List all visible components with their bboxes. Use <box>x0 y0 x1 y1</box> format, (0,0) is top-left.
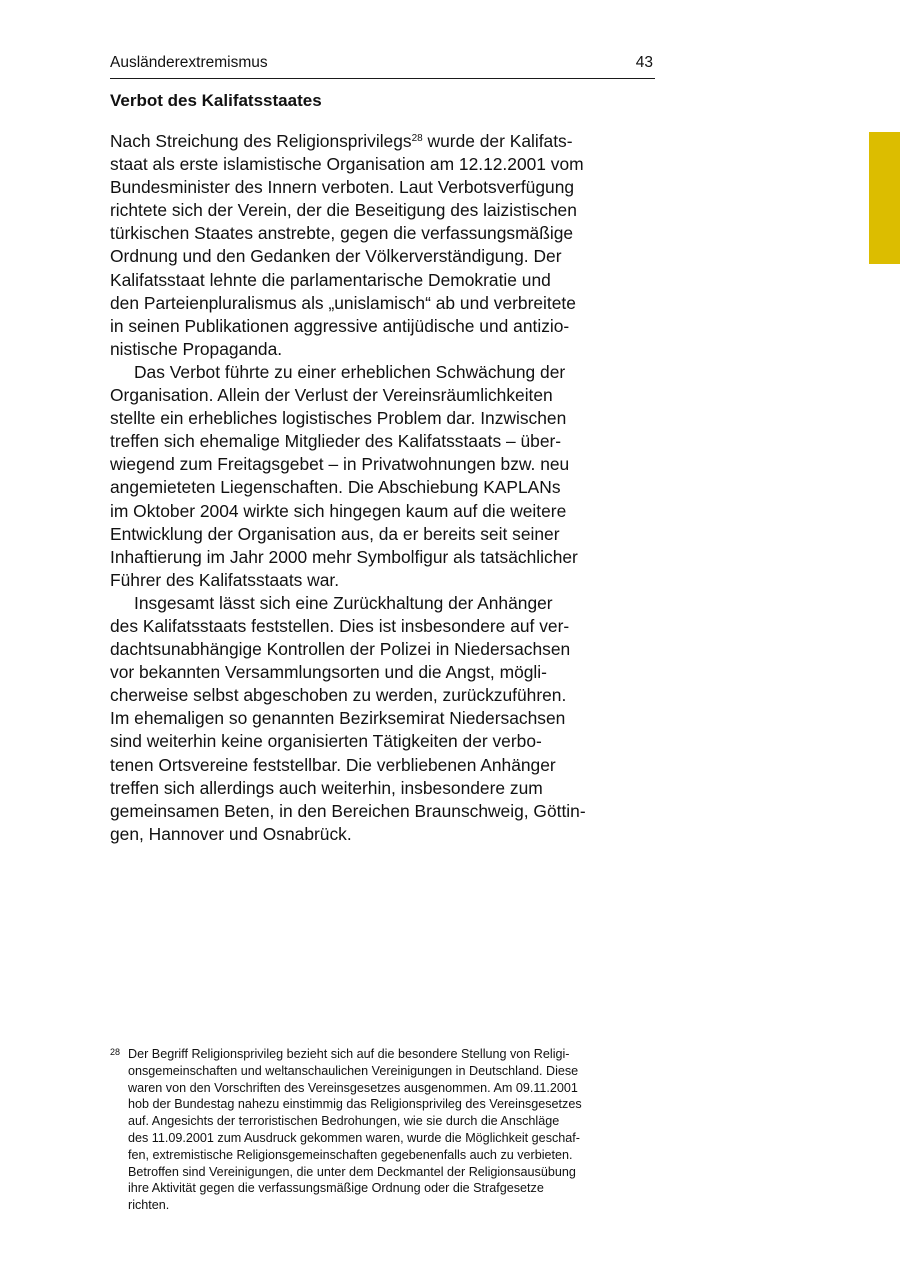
text-line: Bundesminister des Innern verboten. Laut Verbotsverfügung <box>110 177 575 198</box>
text-line: sind weiterhin keine organisierten Tätigkeiten der verbo- <box>110 731 542 752</box>
running-title: Ausländerextremismus <box>110 54 268 71</box>
text-line: staat als erste islamistische Organisation am 12.12.2001 vom <box>110 154 584 175</box>
text-line <box>110 130 655 153</box>
text-line: tenen Ortsvereine feststellbar. Die verbliebenen Anhänger <box>110 754 556 775</box>
text-segment: Nach Streichung des Religionsprivilegs <box>110 131 412 151</box>
footnote-line: onsgemeinschaften und weltanschaulichen Vereinigungen in Deutschland. Diese <box>128 1063 579 1078</box>
text-line: türkischen Staates anstrebte, gegen die verfassungsmäßige <box>110 223 574 244</box>
text-line: Ordnung und den Gedanken der Völkerverständigung. Der <box>110 246 562 267</box>
text-line: nistische Propaganda. <box>110 338 283 359</box>
footnote-line: des 11.09.2001 zum Ausdruck gekommen waren, wurde die Möglichkeit geschaf- <box>128 1130 580 1145</box>
text-line: im Oktober 2004 wirkte sich hingegen kaum auf die weitere <box>110 500 567 521</box>
text-line: richtete sich der Verein, der die Beseitigung des laizistischen <box>110 200 577 221</box>
footnote-line: ihre Aktivität gegen die verfassungsmäßige Ordnung oder die Strafgesetze <box>128 1181 544 1196</box>
text-line: gen, Hannover und Osnabrück. <box>110 823 352 844</box>
section-title: Verbot des Kalifatsstaates <box>110 91 322 110</box>
footnote-line: Der Begriff Religionsprivileg bezieht sich auf die besondere Stellung von Religi- <box>128 1047 570 1061</box>
page-header <box>110 54 655 79</box>
text-line: den Parteienpluralismus als „unislamisch“ ab und verbreitete <box>110 292 576 313</box>
text-line: Insgesamt lässt sich eine Zurückhaltung der Anhänger <box>134 592 553 613</box>
footnote-line: fen, extremistische Religionsgemeinschaften gegebenenfalls auch zu verbieten. <box>128 1147 573 1162</box>
text-line: cherweise selbst abgeschoben zu werden, zurückzuführen. <box>110 685 567 706</box>
footnote-line: waren von den Vorschriften des Vereinsgesetzes ausgenommen. Am 09.11.2001 <box>128 1080 578 1095</box>
text-line: stellte ein erhebliches logistisches Problem dar. Inzwischen <box>110 408 567 429</box>
footnote-line: richten. <box>128 1198 170 1213</box>
text-line: des Kalifatsstaats feststellen. Dies ist insbesondere auf ver- <box>110 615 570 636</box>
text-line: treffen sich allerdings auch weiterhin, insbesondere zum <box>110 777 543 798</box>
text-line: wiegend zum Freitagsgebet – in Privatwohnungen bzw. neu <box>110 454 570 475</box>
page-number: 43 <box>635 54 653 71</box>
footnote-text <box>110 1046 660 1214</box>
text-line: Inhaftierung im Jahr 2000 mehr Symbolfigur als tatsächlicher <box>110 546 578 567</box>
footnote-line: Betroffen sind Vereinigungen, die unter dem Deckmantel der Religionsausübung <box>128 1164 576 1179</box>
text-line: Führer des Kalifatsstaats war. <box>110 569 340 590</box>
footnote-line: hob der Bundestag nahezu einstimmig das Religionsprivileg des Vereinsgesetzes <box>128 1097 582 1112</box>
footnote-reference[interactable]: 28 <box>411 133 423 144</box>
text-line: dachtsunabhängige Kontrollen der Polizei in Niedersachsen <box>110 639 571 660</box>
text-line: Organisation. Allein der Verlust der Vereinsräumlichkeiten <box>110 385 553 406</box>
text-line: Das Verbot führte zu einer erheblichen Schwächung der <box>134 361 566 382</box>
text-line: Im ehemaligen so genannten Bezirksemirat Niedersachsen <box>110 708 566 729</box>
text-line: treffen sich ehemalige Mitglieder des Kalifatsstaats – über- <box>110 431 562 452</box>
chapter-thumb-tab <box>869 132 900 264</box>
footnote <box>110 1046 660 1214</box>
text-line: in seinen Publikationen aggressive antijüdische und antizio- <box>110 315 570 336</box>
footnote-line: auf. Angesichts der terroristischen Bedrohungen, wie sie durch die Anschläge <box>128 1114 560 1129</box>
text-line: gemeinsamen Beten, in den Bereichen Braunschweig, Göttin- <box>110 800 586 821</box>
text-line: Kalifatsstaat lehnte die parlamentarische Demokratie und <box>110 269 551 290</box>
body-text <box>110 130 655 846</box>
text-line: vor bekannten Versammlungsorten und die Angst, mögli- <box>110 662 547 683</box>
text-line: Entwicklung der Organisation aus, da er bereits seit seiner <box>110 523 560 544</box>
text-segment: wurde der Kalifats- <box>422 131 573 151</box>
footnote-number: 28 <box>110 1047 121 1057</box>
text-line: angemieteten Liegenschaften. Die Abschiebung KAPLANs <box>110 477 561 498</box>
